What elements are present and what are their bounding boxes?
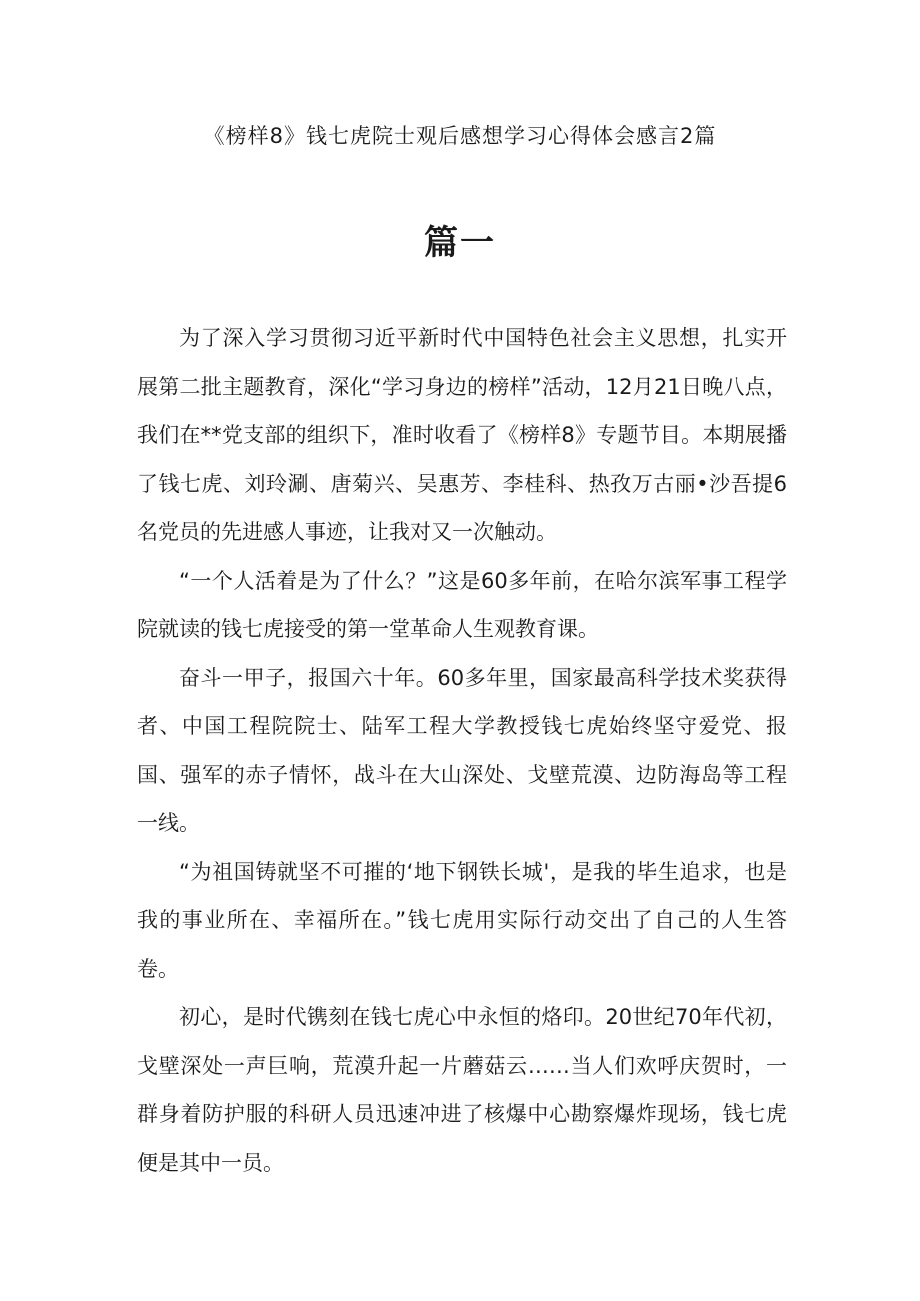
body-text — [137, 314, 787, 1187]
paragraph-4: “为祖国铸就坚不可摧的‘地下钢铁长城'，是我的毕生追求，也是我的事业所在、幸福所在。”钱七虎用实际行动交出了自己的人生答卷。 — [137, 859, 787, 981]
paragraph-3: 奋斗一甲子，报国六十年。60多年里，国家最高科学技术奖获得者、中国工程院院士、陆军工程大学教授钱七虎始终坚守爱党、报国、强军的赤子情怀，战斗在大山深处、戈壁荒漠、边防海岛等工程一线。 — [137, 665, 787, 835]
document-title: 《榜样8》钱七虎院士观后感想学习心得体会感言2篇 — [203, 124, 717, 148]
paragraph-1: 为了深入学习贯彻习近平新时代中国特色社会主义思想，扎实开展第二批主题教育，深化“学习身边的榜样”活动，12月21日晚八点，我们在**党支部的组织下，准时收看了《榜样8》专题节目。本期展播了钱七虎、刘玲涮、唐菊兴、吴惠芳、李桂科、热孜万古丽•沙吾提6名党员的先进感人事迹，让我对又一次触动。 — [137, 326, 787, 544]
paragraph-5: 初心，是时代镌刻在钱七虎心中永恒的烙印。20世纪70年代初，戈壁深处一声巨响，荒漠升起一片蘑菇云……当人们欢呼庆贺时，一群身着防护服的科研人员迅速冲进了核爆中心勘察爆炸现场，钱七虎便是其中一员。 — [137, 1005, 787, 1175]
section-heading: 篇一 — [424, 223, 496, 263]
paragraph-2: “一个人活着是为了什么？”这是60多年前，在哈尔滨军事工程学院就读的钱七虎接受的第一堂革命人生观教育课。 — [137, 568, 787, 641]
